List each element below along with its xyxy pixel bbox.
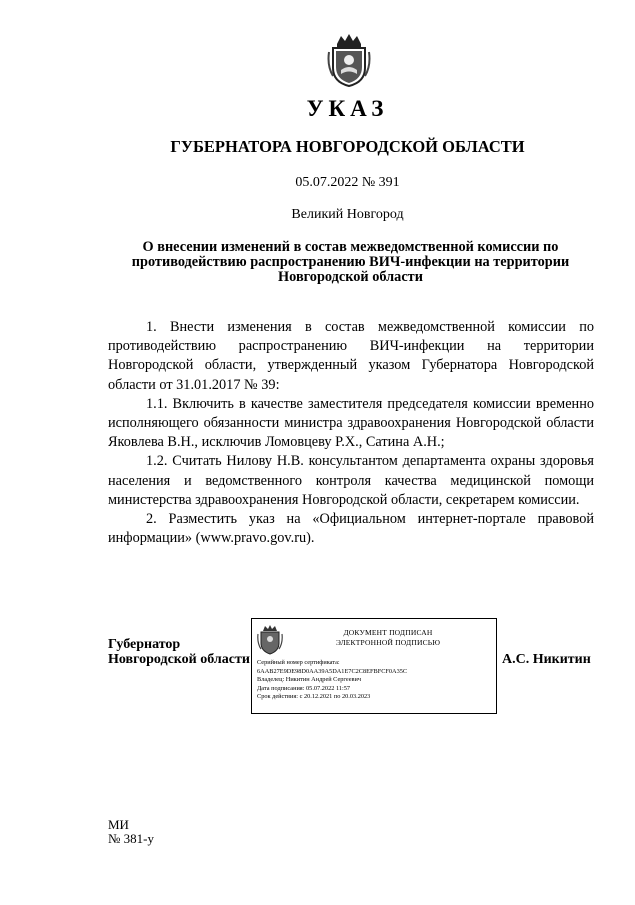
stamp-heading-line: ДОКУМЕНТ ПОДПИСАН [343,628,433,637]
position-line: Новгородской области [108,652,250,667]
signing-date: Дата подписания: 05.07.2022 11:57 [257,684,351,692]
issuer-title: ГУБЕРНАТОРА НОВГОРОДСКОЙ ОБЛАСТИ [170,137,525,156]
serial-number: 6AAB27E9DE98D0AA39A5DA1E7C2C8EFBFCF0A35C [257,667,408,675]
coat-of-arms-icon [327,32,371,88]
footer-note [108,818,154,846]
paragraph-1-1: 1.1. Включить в качестве заместителя председателя комиссии временно исполняющего обязанности министра здравоохранения Новгородской области Яковлева В.Н., исключив Ломовцеву Р.Х., Сатина А.Н.; [108,395,594,451]
paragraph-1: 1. Внести изменения в состав межведомственной комиссии по противодействию распространению ВИЧ-инфекции на территории Новгородской области, утвержденный указом Губернатора Новгородской области от 31.01.2017 № 39: [108,319,594,393]
registration-number: № 381-у [108,831,154,846]
position-line: Губернатор [108,637,181,652]
heading-line: противодействию распространению ВИЧ-инфекции на территории [131,254,570,270]
certificate-owner: Владелец: Никитин Андрей Сергеевич [257,676,362,684]
signatory-position [108,637,250,667]
heading-line: Новгородской области [278,269,423,285]
executor-initials: МИ [108,817,129,832]
signatory-name: А.С. Никитин [502,652,591,667]
document-heading [108,240,593,285]
paragraph-1-2: 1.2. Считать Нилову Н.В. консультантом департамента охраны здоровья населения и ведомственного контроля качества медицинской помощи министерства здравоохранения Новгородской области, секретарем комиссии. [108,453,594,508]
stamp-heading-line: ЭЛЕКТРОННОЙ ПОДПИСЬЮ [335,638,441,647]
document-type-title: УКАЗ [306,96,389,121]
serial-label: Серийный номер сертификата: [257,659,340,666]
paragraph-2: 2. Разместить указ на «Официальном интернет-портале правовой информации» (www.pravo.gov.ru). [108,511,594,547]
electronic-signature-stamp [251,618,497,714]
coat-of-arms-icon [257,625,283,655]
city-line: Великий Новгород [291,207,404,222]
date-and-number: 05.07.2022 № 391 [295,175,400,190]
heading-line: О внесении изменений в состав межведомственной комиссии по [142,239,559,255]
stamp-details [257,659,407,702]
stamp-heading [286,628,490,648]
document-body [108,318,594,548]
certificate-validity: Срок действия: с 20.12.2021 по 20.03.2023 [257,693,371,701]
